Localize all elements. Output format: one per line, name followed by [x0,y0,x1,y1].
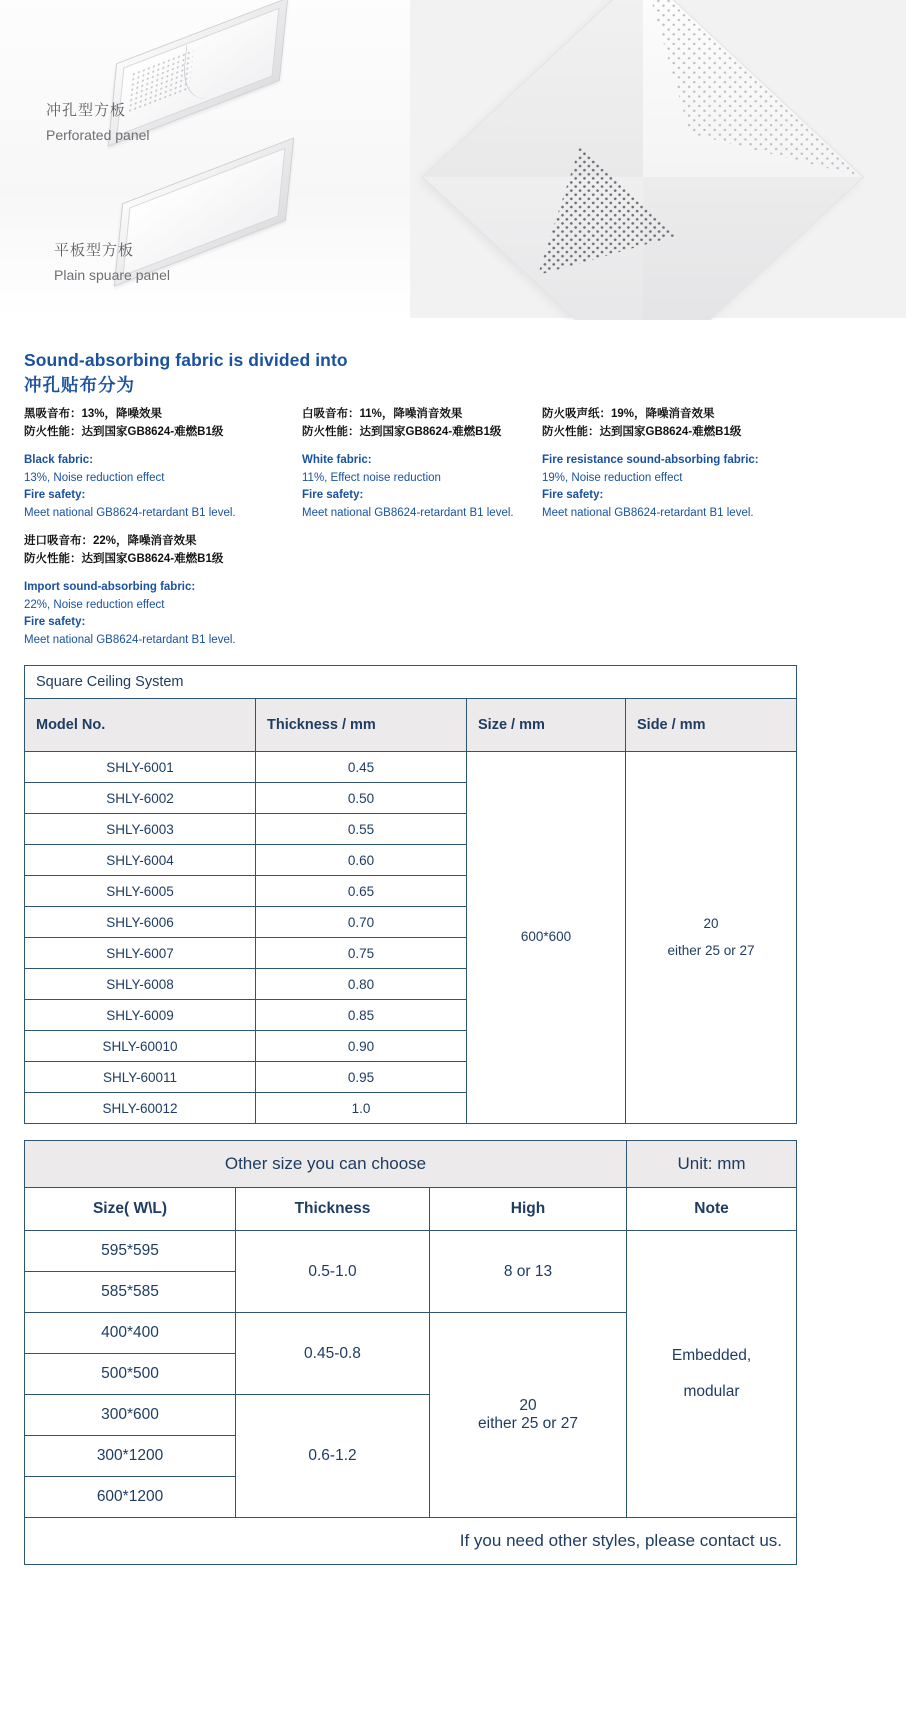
cell-high: 20 either 25 or 27 [430,1313,627,1518]
fabric-fire-value: Meet national GB8624-retardant B1 level. [24,506,236,519]
cell-thickness: 0.50 [256,783,467,814]
table-row [25,1231,797,1272]
fabric-cn-line-2: 防火性能：达到国家GB8624-难燃B1级 [542,426,742,439]
perforated-panel-label-en: Perforated panel [46,126,150,143]
fabric-cn-line-1: 黑吸音布：13%，降噪效果 [24,408,163,420]
cell-thickness: 0.85 [256,1000,467,1031]
fabric-cn-line-2: 防火性能：达到国家GB8624-难燃B1级 [24,553,224,566]
cell-model: SHLY-6004 [25,845,256,876]
banner-unit-cell: Unit: mm [627,1141,797,1188]
column-header: Size( W\L) [25,1188,236,1231]
fabric-cn-line-1: 防火吸声纸：19%，降噪消音效果 [542,408,715,420]
table-footer-row [25,1518,797,1565]
plain-panel-label-cn: 平板型方板 [54,242,135,259]
cell-thickness: 0.55 [256,814,467,845]
cell-thickness: 0.45 [256,752,467,783]
fabric-en-block [542,452,852,522]
cell-thickness: 0.5-1.0 [236,1231,430,1313]
perforated-panel-label [46,100,150,146]
table-title-cell: Square Ceiling System [25,666,797,699]
table-row [25,752,797,783]
cell-model: SHLY-60011 [25,1062,256,1093]
cell-thickness: 0.45-0.8 [236,1313,430,1395]
cell-thickness: 0.90 [256,1031,467,1062]
fabric-en-title: Import sound-absorbing fabric: [24,581,196,594]
cell-model: SHLY-6009 [25,1000,256,1031]
square-ceiling-system-table [24,665,797,1124]
fabric-cn-line-1: 白吸音布：11%，降噪消音效果 [302,408,463,420]
cell-size: 600*600 [467,752,626,1124]
table-header-row [25,1188,797,1231]
fabric-fire-value: Meet national GB8624-retardant B1 level. [24,633,236,646]
cell-thickness: 1.0 [256,1093,467,1124]
cell-model: SHLY-6008 [25,969,256,1000]
cell-model: SHLY-6007 [25,938,256,969]
fabric-fire-label: Fire safety: [24,616,86,629]
cell-model: SHLY-60010 [25,1031,256,1062]
contact-note-cell: If you need other styles, please contact us. [25,1518,797,1565]
cell-model: SHLY-6001 [25,752,256,783]
fabric-en-desc: 13%, Noise reduction effect [24,471,165,484]
table-header-row [25,699,797,752]
table-banner-row [25,1141,797,1188]
cell-thickness: 0.65 [256,876,467,907]
ceiling-tile-illustration [430,8,870,308]
fabric-en-title: Fire resistance sound-absorbing fabric: [542,454,759,467]
cell-thickness: 0.60 [256,845,467,876]
cell-size: 600*1200 [25,1477,236,1518]
cell-size: 595*595 [25,1231,236,1272]
cell-thickness: 0.6-1.2 [236,1395,430,1518]
fabric-fire-value: Meet national GB8624-retardant B1 level. [542,506,754,519]
fabric-fire-label: Fire safety: [542,489,604,502]
fabric-item-fire-resistance [542,405,852,522]
section-heading-en: Sound-absorbing fabric is divided into [24,350,348,370]
cell-thickness: 0.75 [256,938,467,969]
plain-panel-label [54,240,170,286]
fabric-fire-label: Fire safety: [302,489,364,502]
cell-size: 500*500 [25,1354,236,1395]
cell-thickness: 0.95 [256,1062,467,1093]
fabric-cn-line-1: 进口吸音布：22%，降噪消音效果 [24,535,197,547]
panel-peel-curve [180,27,236,110]
plain-panel-label-en: Plain spuare panel [54,266,170,283]
column-header: Thickness [236,1188,430,1231]
column-header: Model No. [25,699,256,752]
cell-thickness: 0.70 [256,907,467,938]
fabric-cn-line-2: 防火性能：达到国家GB8624-难燃B1级 [24,426,224,439]
cell-model: SHLY-6002 [25,783,256,814]
fabric-en-title: Black fabric: [24,454,94,467]
fabric-en-desc: 19%, Noise reduction effect [542,471,683,484]
cell-size: 300*1200 [25,1436,236,1477]
column-header: Thickness / mm [256,699,467,752]
fabric-en-desc: 22%, Noise reduction effect [24,598,165,611]
fabric-en-block [24,452,279,522]
fabric-item-import [24,532,324,649]
cell-side: 20 either 25 or 27 [626,752,797,1124]
fabric-fire-value: Meet national GB8624-retardant B1 level. [302,506,514,519]
cell-model: SHLY-6005 [25,876,256,907]
column-header: Side / mm [626,699,797,752]
cell-note: Embedded, modular [627,1231,797,1518]
fabric-fire-label: Fire safety: [24,489,86,502]
fabric-cn-line-2: 防火性能：达到国家GB8624-难燃B1级 [302,426,502,439]
column-header: Size / mm [467,699,626,752]
fabric-item-white [302,405,567,522]
banner-title-cell: Other size you can choose [25,1141,627,1188]
cell-size: 400*400 [25,1313,236,1354]
column-header: High [430,1188,627,1231]
ceiling-tile-body [422,0,864,320]
product-illustration-banner [0,0,906,320]
cell-model: SHLY-6006 [25,907,256,938]
cell-size: 585*585 [25,1272,236,1313]
fabric-en-block [302,452,567,522]
perforated-panel-label-cn: 冲孔型方板 [46,102,127,119]
cell-model: SHLY-60012 [25,1093,256,1124]
fabric-en-title: White fabric: [302,454,372,467]
cell-size: 300*600 [25,1395,236,1436]
other-size-table [24,1140,797,1565]
fabric-en-desc: 11%, Effect noise reduction [302,471,441,484]
column-header: Note [627,1188,797,1231]
fabric-en-block [24,579,324,649]
section-heading [24,348,624,399]
section-heading-cn: 冲孔贴布分为 [24,375,135,396]
cell-high: 8 or 13 [430,1231,627,1313]
fabric-item-black [24,405,279,522]
cell-thickness: 0.80 [256,969,467,1000]
tile-face [423,0,862,320]
cell-model: SHLY-6003 [25,814,256,845]
table-title-row [25,666,797,699]
